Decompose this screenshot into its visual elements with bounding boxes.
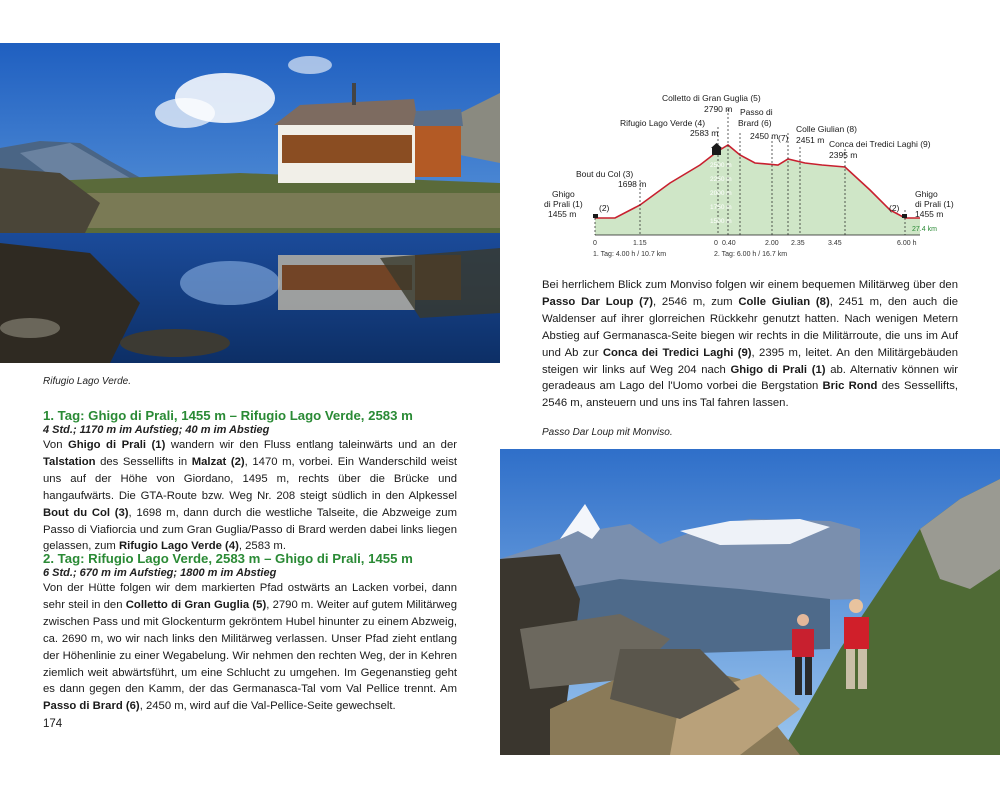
alt-scale-2250: 2250 m xyxy=(710,176,732,183)
marker-7: (7) xyxy=(778,133,789,143)
label-ghigo-right: Ghigo xyxy=(915,189,938,199)
day2-text-0: Von der Hütte folgen wir dem markierten Pfad ostwärts an Lacken vorbei, dann sehr steil in den xyxy=(43,582,457,611)
label-ghigo-left-2: di Prali (1) xyxy=(544,199,583,209)
elevation-profile xyxy=(540,85,980,265)
right-bold-7: Ghigo di Prali (1) xyxy=(730,363,826,376)
day1-summary: 1. Tag: 4.00 h / 10.7 km xyxy=(593,251,667,258)
day1-paragraph xyxy=(43,437,457,555)
day2-paragraph xyxy=(43,580,457,715)
label-colle-giulian: Colle Giulian (8) xyxy=(796,124,857,134)
day1-bold-3: Talstation xyxy=(43,455,96,468)
day1-bold-1: Ghigo di Prali (1) xyxy=(67,439,166,451)
label-colletto-gran-guglia: Colletto di Gran Guglia (5) xyxy=(662,93,761,103)
day1-text-10: , 2583 m. xyxy=(238,540,286,553)
day2-bold-3: Passo di Brard (6) xyxy=(43,700,140,713)
alt-scale-1500: 1500 m xyxy=(710,218,732,225)
day1-text-0: Von xyxy=(43,439,68,451)
alt-bout-du-col: 1698 m xyxy=(618,179,647,189)
alt-ghigo-left: 1455 m xyxy=(548,209,577,219)
alt-scale-2000: 2000 m xyxy=(710,190,732,197)
day2-subtitle: 6 Std.; 670 m im Aufstieg; 1800 m im Abstieg xyxy=(43,567,277,579)
label-passo-brard: Passo di xyxy=(740,107,773,117)
tick-day2-5: 6.00 h xyxy=(897,240,917,247)
distance-total: 27.4 km xyxy=(912,226,937,233)
alt-colle-giulian: 2451 m xyxy=(796,135,825,145)
label-bout-du-col: Bout du Col (3) xyxy=(576,169,634,179)
day1-bold-7: Bout du Col (3) xyxy=(43,506,129,519)
page-number: 174 xyxy=(43,718,63,730)
alt-scale-1750: 1750 m xyxy=(710,204,732,211)
day2-text-2: , 2790 m. Weiter auf gutem Militärweg zwischen Pass und mit Glockenturm gekröntem Hubel hinunter zu einem Abzweig, ca. 2690 m, wo wir nach links den Militärweg verlassen. Unser Pfad zieht entlang der Höhenlinie zu einer Wegabelung. Wir nehmen den rechten Weg, der in Kehren ziemlich weit abwärtsführt, um eine Schlucht zu umgehen. Im Gegenanstieg geht es dann gegen den Kamm, der das Germanasca-Tal vom Val Pellice trennt. Am xyxy=(43,598,457,696)
day2-summary: 2. Tag: 6.00 h / 16.7 km xyxy=(714,251,788,258)
day2-title: 2. Tag: Rifugio Lago Verde, 2583 m – Ghigo di Prali, 1455 m xyxy=(43,551,413,566)
right-bold-5: Conca dei Tredici Laghi (9) xyxy=(602,346,752,359)
tick-day2-3: 2.35 xyxy=(791,240,805,247)
tick-day2-4: 3.45 xyxy=(828,240,842,247)
day1-bold-5: Malzat (2) xyxy=(191,455,245,468)
alt-scale-2500: 2500 m xyxy=(710,162,732,169)
right-bold-3: Colle Giulian (8) xyxy=(738,295,830,308)
alt-colletto-gran-guglia: 2790 m xyxy=(704,104,733,114)
day1-title: 1. Tag: Ghigo di Prali, 1455 m – Rifugio Lago Verde, 2583 m xyxy=(43,408,413,423)
day2-bold-1: Colletto di Gran Guglia (5) xyxy=(125,598,267,611)
tick-day1-1: 1.15 xyxy=(633,240,647,247)
right-text-4: , 2451 m, den auch die Waldenser auf ihrer glorreichen Rückkehr genutzt hatten. Nach wenigen Metern Abstieg auf Germanasca-Seite biegen wir rechts in die Militärroute, die uns im Auf und Ab zur xyxy=(542,295,959,359)
right-bold-1: Passo Dar Loup (7) xyxy=(542,295,653,308)
tick-day1-2: 0 xyxy=(714,240,718,247)
tick-day2-2: 2.00 xyxy=(765,240,779,247)
label-ghigo-left: Ghigo xyxy=(552,189,575,199)
alt-rifugio-lago-verde: 2583 m xyxy=(690,128,719,138)
day1-text-4: des Sessellifts in xyxy=(95,455,192,468)
label-rifugio-lago-verde: Rifugio Lago Verde (4) xyxy=(620,118,706,128)
tick-day1-0: 0 xyxy=(593,240,597,247)
day1-subtitle: 4 Std.; 1170 m im Aufstieg; 40 m im Abstieg xyxy=(43,424,270,436)
alt-passo-brard: 2450 m xyxy=(750,131,779,141)
right-text-10: des Sessellifts, 2546 m, ansteuern und uns ins Tal fahren lassen. xyxy=(542,380,958,410)
right-text-6: , 2395 m, leitet. An den Militärgebäuden steigen wir links auf Weg 204 nach xyxy=(542,346,958,376)
label-conca-tredici-laghi: Conca dei Tredici Laghi (9) xyxy=(829,139,931,149)
right-text-2: , 2546 m, zum xyxy=(652,295,739,308)
tick-day2-1: 0.40 xyxy=(722,240,736,247)
caption-photo1: Rifugio Lago Verde. xyxy=(43,376,132,387)
alt-conca-tredici-laghi: 2395 m xyxy=(829,150,858,160)
right-bold-9: Bric Rond xyxy=(822,380,878,393)
label-passo-brard-2: Brard (6) xyxy=(738,118,772,128)
alt-ghigo-right: 1455 m xyxy=(915,209,944,219)
day1-bold-9: Rifugio Lago Verde (4) xyxy=(118,540,239,553)
day1-text-8: , 1698 m, dann durch die westliche Talseite, die Abzweige zum Passo di Viafiorcia und zum Gran Guglia/Passo di Brard werden dabei links liegen gelassen, zum xyxy=(43,506,457,553)
label-ghigo-right-2: di Prali (1) xyxy=(915,199,954,209)
marker-2-left: (2) xyxy=(599,203,610,213)
right-text-0: Bei herrlichem Blick zum Monviso folgen wir einem bequemen Militärweg über den xyxy=(542,279,958,291)
photo-passo-dar-loup xyxy=(500,449,1000,755)
right-paragraph xyxy=(542,277,958,412)
day2-text-4: , 2450 m, wird auf die Val-Pellice-Seite gewechselt. xyxy=(139,700,396,713)
caption-photo2: Passo Dar Loup mit Monviso. xyxy=(542,427,673,438)
day1-text-6: , 1470 m, vorbei. Ein Wanderschild weist uns auf der Höhe von Giordano, 1495 m, rechts über die Brücke und hangaufwärts. Die GTA-Route bzw. Weg Nr. 208 steigt südlich in den Alpkessel xyxy=(43,455,457,502)
photo-rifugio-lago-verde xyxy=(0,43,500,363)
right-text-8: ab. Alternativ können wir geradeaus am Lago del l'Uomo vorbei die Bergstation xyxy=(542,363,958,393)
day1-text-2: wandern wir den Fluss entlang taleinwärts und an der xyxy=(165,439,457,451)
marker-2-right: (2) xyxy=(889,203,900,213)
